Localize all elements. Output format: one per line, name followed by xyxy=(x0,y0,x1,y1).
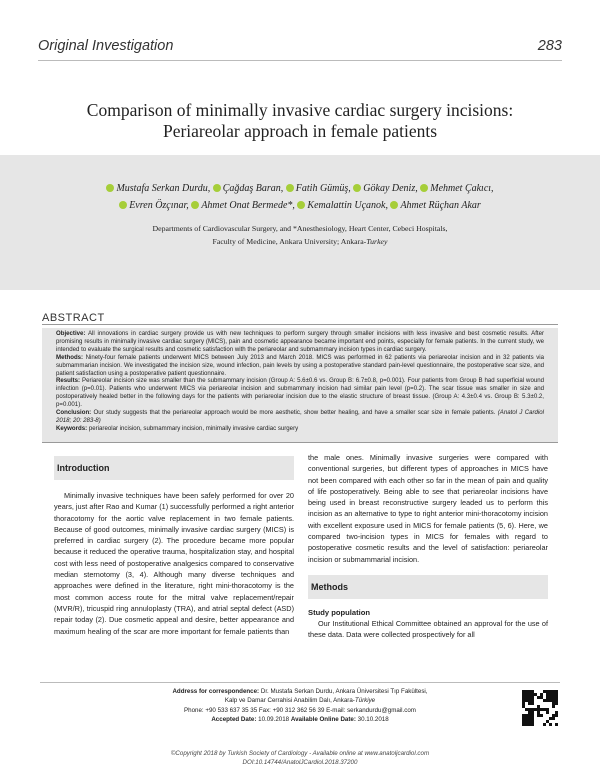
abstract-methods: Methods: Ninety-four female patients underwent MICS between July 2013 and March 2018. MICS was performed in 62 patients via periareolar incision and in 32 patients via submammarian incision. We investigated the incision size, wound infection, pain levels by using a postoperative standard pain-level questionnaire, the postoperative scar size, and patient satisfaction using a postoperative patient questionnaire. xyxy=(56,353,544,377)
author: Fatih Gümüş, xyxy=(295,183,351,194)
abstract-box xyxy=(42,328,558,442)
orcid-icon[interactable] xyxy=(420,184,428,192)
orcid-icon[interactable] xyxy=(191,201,199,209)
author-line-2 xyxy=(60,197,540,214)
section-label: Original Investigation xyxy=(38,38,174,54)
copyright: ©Copyright 2018 by Turkish Society of Cardiology - Available online at www.anatoljcardiol.com xyxy=(170,750,430,757)
abstract-keywords: Keywords: periareolar incision, submammary incision, minimally invasive cardiac surgery xyxy=(56,424,299,432)
article-title xyxy=(40,100,560,142)
orcid-icon[interactable] xyxy=(390,201,398,209)
qr-module xyxy=(546,711,549,714)
abstract-results: Results: Periareolar incision size was smaller than the submammary incision (Group A: 5.6±0.6 vs. Group B: 6.7±0.8, p=0.001). Four patients from Group B had superficial wound infection (p=0.01). Patients who underwent MICS via periareolar incision and submammary incision had similar pain level (p=0.2). The scar tissue was smaller in size and postoperatively healed better in the following days for the patients with periareolar incision due to the elastic structure of breast tissue. (Group A: 4.3±0.4 vs. Group B: 5.3±0.2, p=0.001). xyxy=(56,377,544,409)
contact-info: Phone: +90 533 637 35 35 Fax: +90 312 362 56 39 E-mail: serkandurdu@gmail.com xyxy=(184,706,416,714)
page-number: 283 xyxy=(537,38,562,54)
author: Ahmet Rüçhan Akar xyxy=(400,200,481,211)
author: Ahmet Onat Bermede*, xyxy=(201,200,295,211)
abstract-divider xyxy=(42,324,558,325)
orcid-icon[interactable] xyxy=(286,184,294,192)
orcid-icon[interactable] xyxy=(297,201,305,209)
abstract-bottom-divider xyxy=(42,442,558,443)
affiliation xyxy=(60,222,540,248)
study-population-heading: Study population xyxy=(308,607,371,617)
header-divider xyxy=(38,60,562,61)
orcid-icon[interactable] xyxy=(106,184,114,192)
qr-module xyxy=(555,714,558,717)
qr-code[interactable] xyxy=(522,690,558,726)
qr-module xyxy=(531,723,534,726)
title-line-1: Comparison of minimally invasive cardiac surgery incisions: xyxy=(86,100,514,120)
qr-module xyxy=(555,723,558,726)
abstract-heading: ABSTRACT xyxy=(42,312,105,324)
author: Mehmet Çakıcı, xyxy=(430,183,494,194)
abstract-objective: Objective: All innovations in cardiac surgery provide us with new techniques to perform surgery through smaller incisions with less invasive and best cosmetic results. After promising results in minimally invasive cardiac surgery (MICS), pain and cosmetic appearance became important end points, especially for female patients. In the current study, we intended to evaluate the surgical results and cosmetic satisfaction with the periareolar and submammary incision types in cardiac surgery. xyxy=(56,330,545,353)
introduction-text: Minimally invasive techniques have been safely performed for over 20 years, just after Rao and Kumar (1) successfully performed a right anterior thoracotomy for the aortic valve replacement in two female patients. Because of good outcomes, minimally invasive cardiac surgery (MICS) is preferred in cardiac surgery (2). The procedure became more popular because it reduced the operative trauma, hospitalization stay, and hospital cost with less need of postoperative analgesics compared to conservative median sternotomy (3, 4). Although many diverse techniques and approaches were defined in the literature, right mini-thoracotomy is the most common access route for the mitral valve replacement/repair (MVR/R), tricuspid ring annuloplasty (TRA), and atrial septal defect (ASD) repair today (2). Due cosmetic appeal and desire, better appearance and maximum healing of the scar are more important for female patients than xyxy=(54,491,294,636)
title-line-2: Periareolar approach in female patients xyxy=(162,121,438,141)
author: Evren Özçınar, xyxy=(129,200,189,211)
doi[interactable]: DOI:10.14744/AnatolJCardiol.2018.37200 xyxy=(242,758,358,766)
methods-heading: Methods xyxy=(308,575,548,599)
author: Çağdaş Baran, xyxy=(222,183,284,194)
footer xyxy=(100,750,500,767)
qr-module xyxy=(555,702,558,705)
orcid-icon[interactable] xyxy=(119,201,127,209)
abstract-conclusion: Conclusion: Our study suggests that the periareolar approach would be more aesthetic, show better healing, and have a smaller scar size in female patients. (Anatol J Cardiol 2018; 20: 283-8) xyxy=(56,409,545,424)
methods-text: Our Institutional Ethical Committee obtained an approval for the use of these data. Data were collected prospectively for all xyxy=(308,618,548,640)
qr-module xyxy=(531,702,534,705)
right-column xyxy=(308,452,548,641)
author: Mustafa Serkan Durdu, xyxy=(116,183,211,194)
affiliation-line-2: Faculty of Medicine, Ankara University; Ankara-Turkey xyxy=(212,237,388,246)
left-column xyxy=(54,456,294,637)
citation: (Anatol J Cardiol 2018; 20: 283-8) xyxy=(56,409,545,424)
page-header xyxy=(38,38,562,60)
affiliation-country: Turkey xyxy=(366,237,388,246)
author: Gökay Deniz, xyxy=(363,183,418,194)
orcid-icon[interactable] xyxy=(213,184,221,192)
footer-divider xyxy=(40,682,560,683)
orcid-icon[interactable] xyxy=(353,184,361,192)
qr-module xyxy=(540,714,543,717)
qr-module xyxy=(549,723,552,726)
affiliation-line-1: Departments of Cardiovascular Surgery, and *Anesthesiology, Heart Center, Cebeci Hospitals, xyxy=(152,224,448,233)
qr-module xyxy=(552,705,555,708)
author: Kemalattin Uçanok, xyxy=(307,200,388,211)
qr-module xyxy=(552,717,555,720)
author-line-1 xyxy=(60,180,540,197)
dates: Accepted Date: 10.09.2018 Available Online Date: 30.10.2018 xyxy=(211,715,389,723)
introduction-continuation: the male ones. Minimally invasive surgeries were compared with conventional surgeries, but different types of approaches in MICS have not been compared with each other so far in the mean of pain and quality of life postoperatively. Being able to see that periareolar incisions have being used in breast reconstructive surgery leaded us to perform this incision as an alternative to type to right anterior mini-thoracotomy incision with excellent exposure used in MICS for female patients (5, 6). Here, we compared two-incision types in MICS for females with regard to postoperative cosmetic results and the level of satisfaction: periareolar incision or submammarial incision. xyxy=(308,453,548,564)
introduction-heading: Introduction xyxy=(54,456,294,480)
qr-module xyxy=(543,723,546,726)
correspondence: Address for correspondence: Dr. Mustafa Serkan Durdu, Ankara Üniversitesi Tıp Fakültesi, Kalp ve Damar Cerrahisi Anabilim Dalı, Ankara-Türkiye Phone: +90 533 637 35 35 Fax: +90 312 362 56 39 E-mail: serkandurdu@gmail.com Accepted Date: 10.09.2018 Available Online Date: 30.10.2018 xyxy=(100,687,500,724)
author-list xyxy=(60,180,540,214)
